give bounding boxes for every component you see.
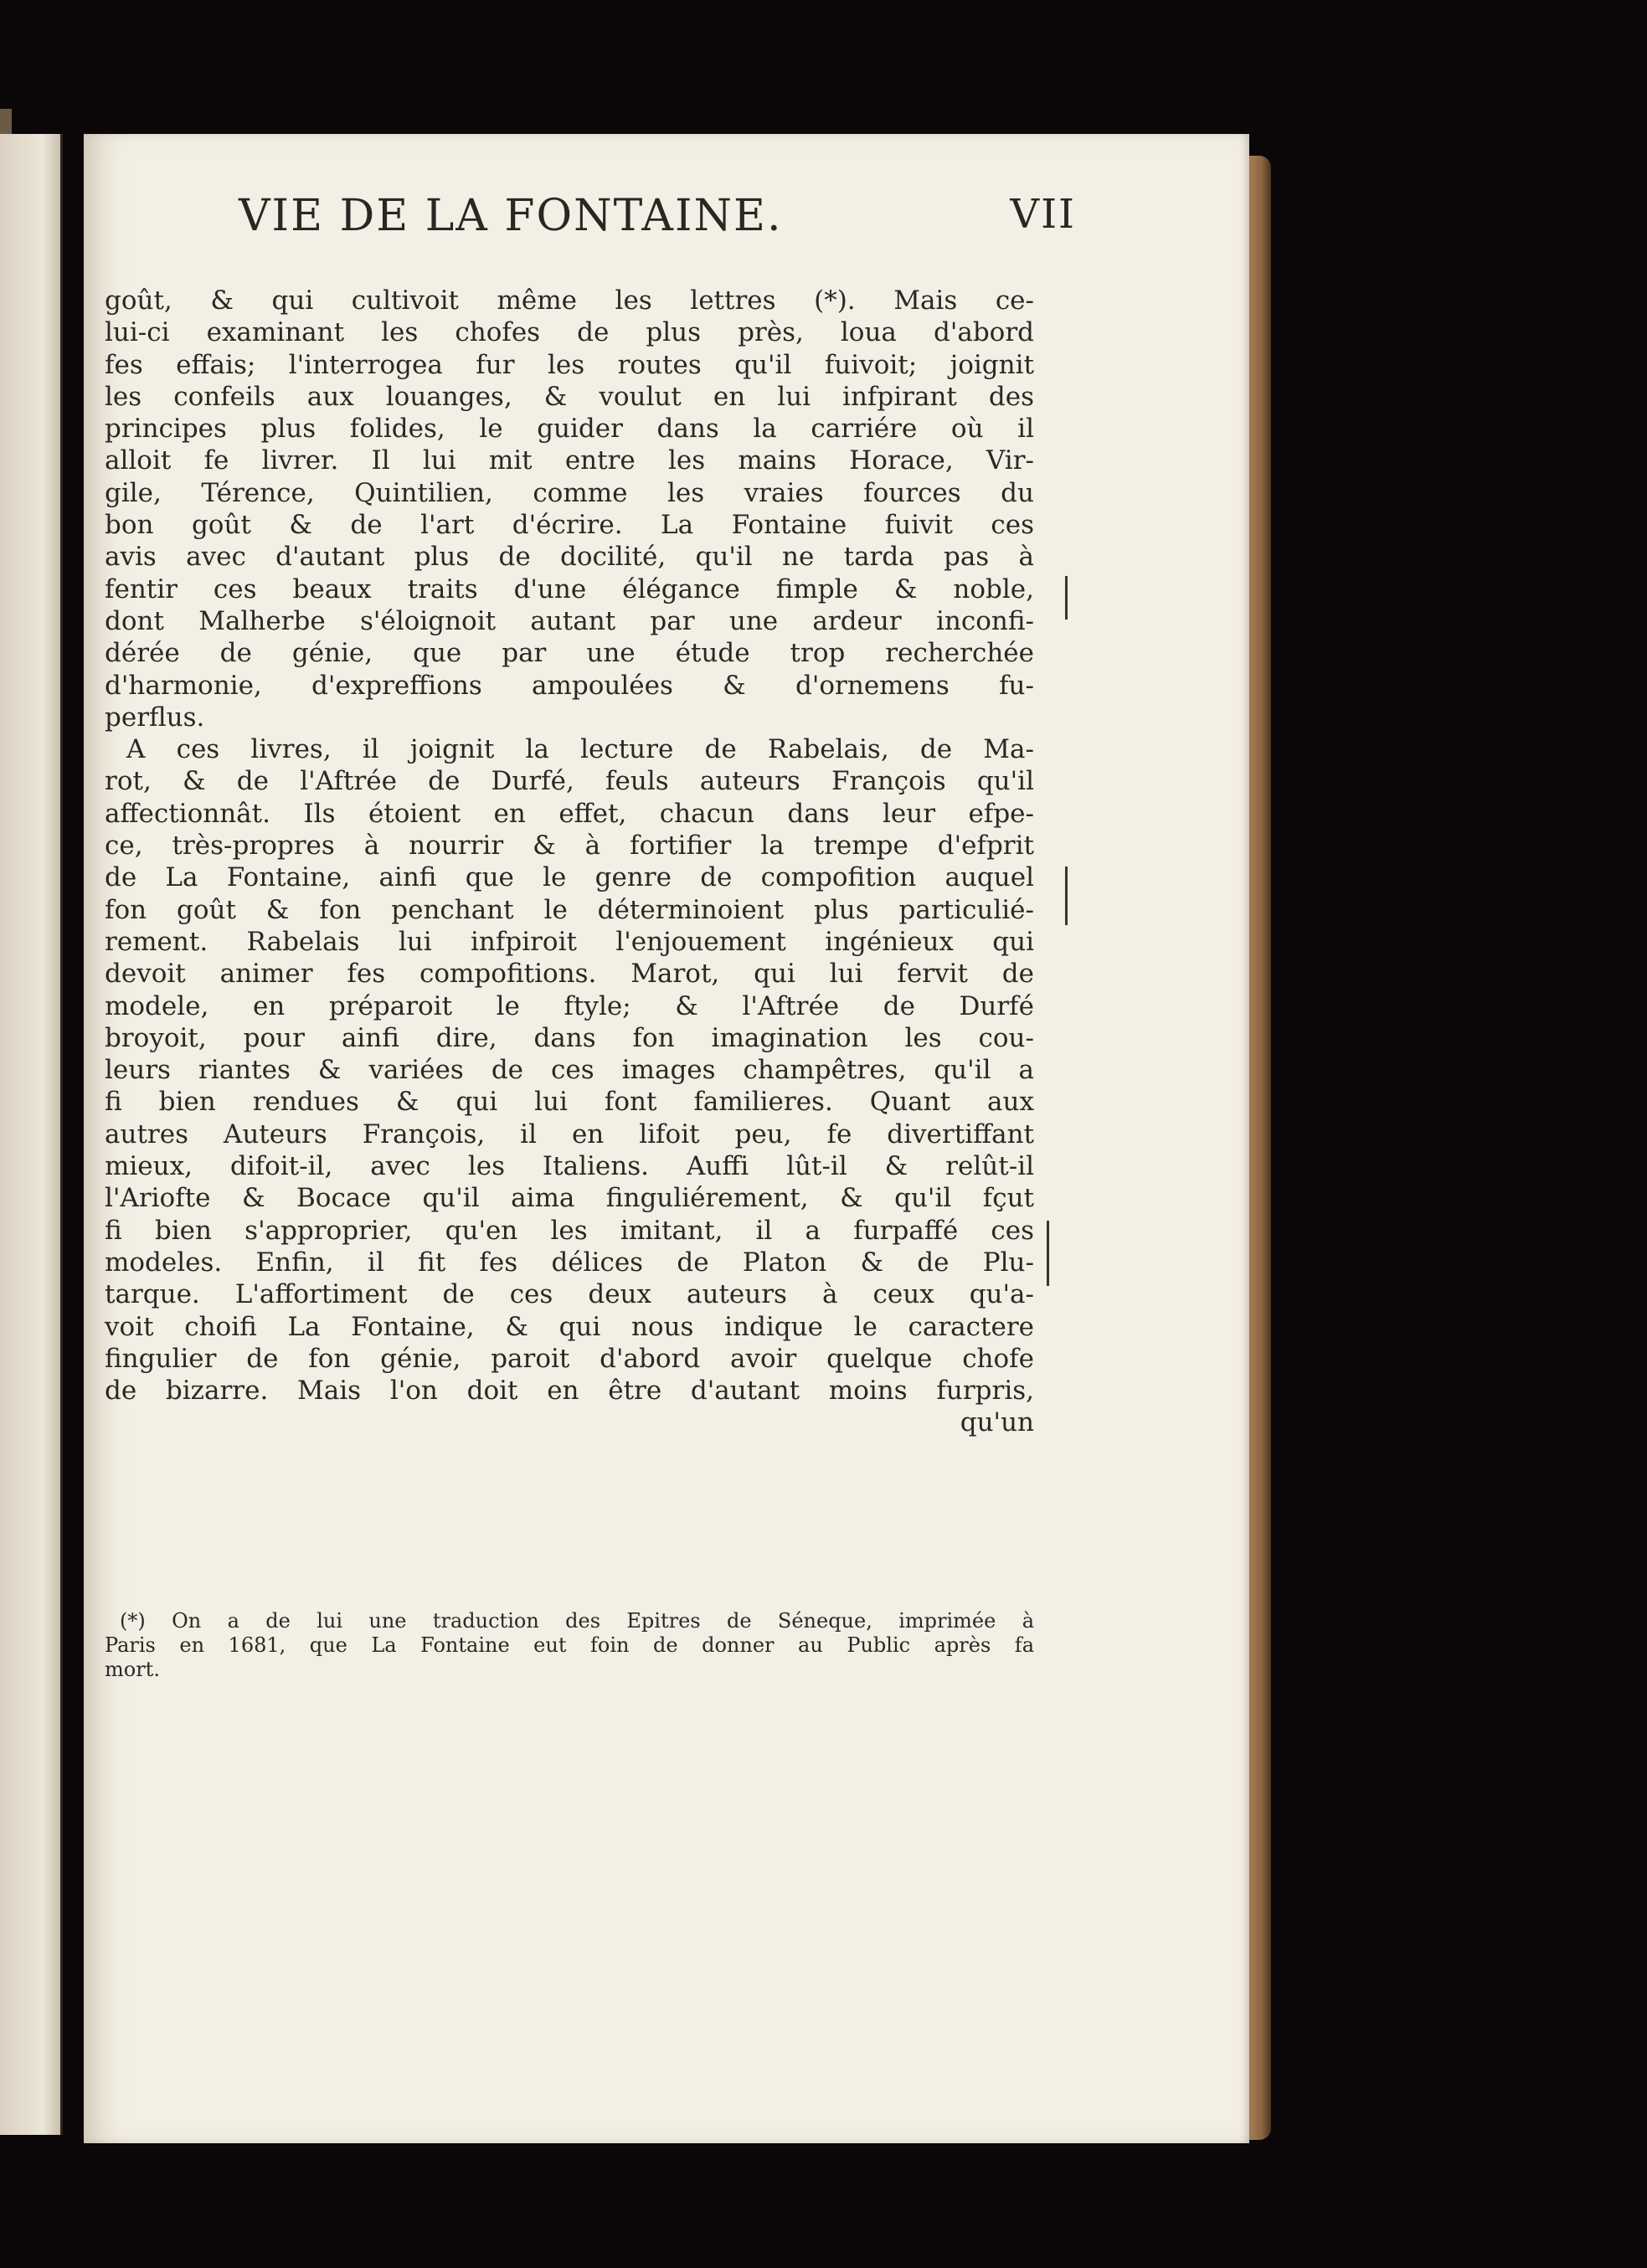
- footnote: [105, 1609, 1034, 1682]
- text-line: fingulier de fon génie, paroit d'abord avoir quelque chofe: [105, 1343, 1034, 1374]
- text-line: l'Ariofte & Bocace qu'il aima finguliérement, & qu'il fçut: [105, 1183, 1034, 1214]
- text-line: broyoit, pour ainfi dire, dans fon imagination les cou-: [105, 1022, 1034, 1053]
- text-line: fi bien rendues & qui lui font familieres. Quant aux: [105, 1087, 1034, 1118]
- text-line: tarque. L'affortiment de ces deux auteurs à ceux qu'a-: [105, 1279, 1034, 1310]
- text-line: gile, Térence, Quintilien, comme les vraies fources du: [105, 477, 1034, 508]
- text-line: perflus.: [105, 702, 205, 733]
- margin-mark: [1047, 1221, 1049, 1286]
- footnote-line: (*) On a de lui une traduction des Epitres de Séneque, imprimée à: [120, 1609, 1034, 1633]
- margin-mark: [1065, 576, 1068, 620]
- margin-mark: [1065, 867, 1068, 925]
- footnote-line: Paris en 1681, que La Fontaine eut foin de donner au Public après fa: [105, 1633, 1034, 1657]
- running-head: VIE DE LA FONTAINE.: [239, 191, 783, 241]
- text-line: affectionnât. Ils étoient en effet, chacun dans leur efpe-: [105, 798, 1034, 829]
- text-line: devoit animer fes compofitions. Marot, qui lui fervit de: [105, 959, 1034, 990]
- text-line: d'harmonie, d'expreffions ampoulées & d'ornemens fu-: [105, 670, 1034, 701]
- text-line: principes plus folides, le guider dans la carriére où il: [105, 414, 1034, 445]
- text-line: dont Malherbe s'éloignoit autant par une ardeur inconfi-: [105, 605, 1034, 636]
- text-line: lui-ci examinant les chofes de plus près, loua d'abord: [105, 317, 1034, 348]
- text-line: goût, & qui cultivoit même les lettres (*). Mais ce-: [105, 285, 1034, 316]
- text-line: rement. Rabelais lui infpiroit l'enjouement ingénieux qui: [105, 926, 1034, 957]
- text-line: avis avec d'autant plus de docilité, qu'il ne tarda pas à: [105, 542, 1034, 573]
- text-line: fon goût & fon penchant le déterminoient plus particulié-: [105, 894, 1034, 925]
- text-line: alloit fe livrer. Il lui mit entre les mains Horace, Vir-: [105, 445, 1034, 476]
- text-line: fes effais; l'interrogea fur les routes qu'il fuivoit; joignit: [105, 349, 1034, 380]
- text-line: modeles. Enfin, il fit fes délices de Platon & de Plu-: [105, 1247, 1034, 1278]
- text-line: les confeils aux louanges, & voulut en lui infpirant des: [105, 381, 1034, 412]
- text-line: fentir ces beaux traits d'une élégance fimple & noble,: [105, 573, 1034, 604]
- text-line: fi bien s'approprier, qu'en les imitant, il a furpaffé ces: [105, 1215, 1034, 1246]
- text-line: de bizarre. Mais l'on doit en être d'autant moins furpris,: [105, 1376, 1034, 1407]
- previous-page-edge: [0, 134, 63, 2135]
- text-line: dérée de génie, que par une étude trop recherchée: [105, 638, 1034, 669]
- page-number: VII: [1010, 191, 1076, 238]
- text-line: modele, en préparoit le ftyle; & l'Aftrée de Durfé: [105, 990, 1034, 1021]
- body-text: [105, 285, 1034, 1439]
- text-line: bon goût & de l'art d'écrire. La Fontaine fuivit ces: [105, 510, 1034, 541]
- text-line: A ces livres, il joignit la lecture de Rabelais, de Ma-: [126, 734, 1034, 765]
- text-line: ce, très-propres à nourrir & à fortifier la trempe d'efprit: [105, 831, 1034, 861]
- catchword: qu'un: [960, 1407, 1034, 1438]
- page-header: [239, 191, 1076, 249]
- text-line: autres Auteurs François, il en lifoit peu, fe divertiffant: [105, 1119, 1034, 1149]
- footnote-line: mort.: [105, 1658, 160, 1681]
- text-line: de La Fontaine, ainfi que le genre de compofition auquel: [105, 862, 1034, 893]
- text-line: leurs riantes & variées de ces images champêtres, qu'il a: [105, 1055, 1034, 1086]
- text-line: rot, & de l'Aftrée de Durfé, feuls auteurs François qu'il: [105, 766, 1034, 797]
- text-line: voit choifi La Fontaine, & qui nous indique le caractere: [105, 1311, 1034, 1342]
- text-line: mieux, difoit-il, avec les Italiens. Auffi lût-il & relût-il: [105, 1151, 1034, 1182]
